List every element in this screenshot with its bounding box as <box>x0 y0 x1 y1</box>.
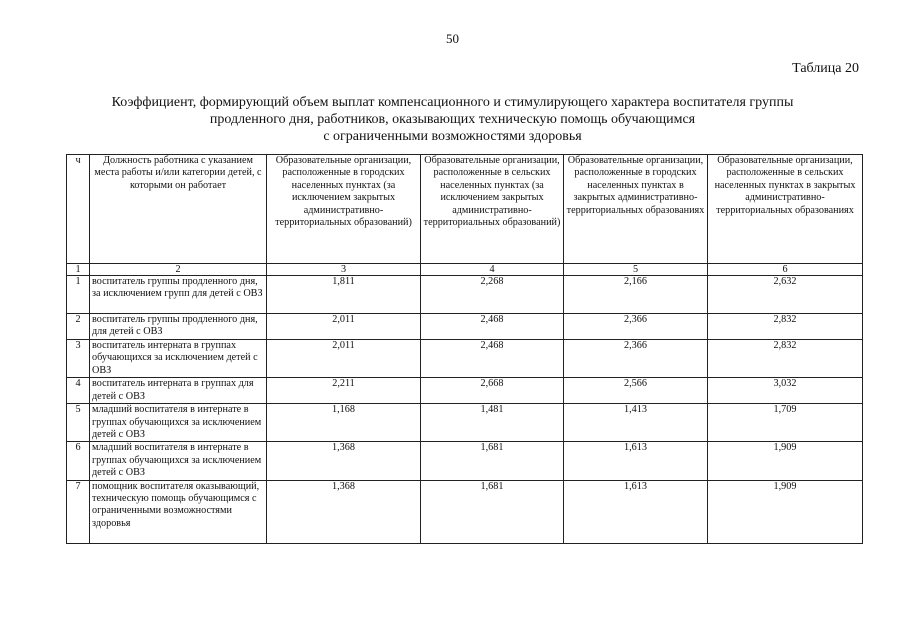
column-number: 2 <box>90 264 267 276</box>
position-cell: воспитатель группы продленного дня, за исключением групп для детей с ОВЗ <box>90 276 267 314</box>
value-cell: 2,668 <box>421 378 564 404</box>
value-cell: 1,811 <box>267 276 421 314</box>
column-header-urban-closed: Образовательные организации, расположенные в городских населенных пунктах в закрытых административно-территориальных образованиях <box>564 155 708 264</box>
position-cell: помощник воспитателя оказывающий, техническую помощь обучающимся с ограниченными возможностями здоровья <box>90 480 267 543</box>
value-cell: 1,481 <box>421 404 564 442</box>
value-cell: 2,832 <box>708 340 863 378</box>
table-row <box>67 378 863 404</box>
column-number: 5 <box>564 264 708 276</box>
position-cell: воспитатель интерната в группах обучающихся за исключением детей с ОВЗ <box>90 340 267 378</box>
value-cell: 2,468 <box>421 340 564 378</box>
row-number: 6 <box>67 442 90 480</box>
table-row <box>67 340 863 378</box>
row-number: 7 <box>67 480 90 543</box>
value-cell: 1,909 <box>708 480 863 543</box>
value-cell: 1,168 <box>267 404 421 442</box>
title-line: Коэффициент, формирующий объем выплат компенсационного и стимулирующего характера воспитателя группы <box>111 95 794 110</box>
value-cell: 1,681 <box>421 480 564 543</box>
table-row <box>67 442 863 480</box>
value-cell: 1,413 <box>564 404 708 442</box>
title-line: с ограниченными возможностями здоровья <box>323 129 582 144</box>
page-number: 50 <box>446 31 459 46</box>
value-cell: 1,613 <box>564 480 708 543</box>
value-cell: 2,468 <box>421 314 564 340</box>
value-cell: 2,211 <box>267 378 421 404</box>
value-cell: 1,709 <box>708 404 863 442</box>
value-cell: 1,909 <box>708 442 863 480</box>
value-cell: 1,368 <box>267 442 421 480</box>
column-header-number: ч <box>67 155 90 264</box>
column-number: 1 <box>67 264 90 276</box>
value-cell: 2,832 <box>708 314 863 340</box>
column-number-row <box>67 264 863 276</box>
value-cell: 2,011 <box>267 340 421 378</box>
table-caption: Таблица 20 <box>792 61 859 76</box>
column-header-rural-closed: Образовательные организации, расположенные в сельских населенных пунктах в закрытых административно-территориальных образованиях <box>708 155 863 264</box>
table-header-row <box>67 155 863 264</box>
value-cell: 2,632 <box>708 276 863 314</box>
row-number: 1 <box>67 276 90 314</box>
table-row <box>67 276 863 314</box>
value-cell: 2,166 <box>564 276 708 314</box>
row-number: 3 <box>67 340 90 378</box>
value-cell: 2,366 <box>564 314 708 340</box>
value-cell: 1,613 <box>564 442 708 480</box>
coefficient-table <box>66 154 863 544</box>
value-cell: 2,366 <box>564 340 708 378</box>
value-cell: 2,268 <box>421 276 564 314</box>
value-cell: 2,011 <box>267 314 421 340</box>
table-row <box>67 314 863 340</box>
column-number: 6 <box>708 264 863 276</box>
value-cell: 1,368 <box>267 480 421 543</box>
value-cell: 1,681 <box>421 442 564 480</box>
table-row <box>67 480 863 543</box>
position-cell: младший воспитателя в интернате в группах обучающихся за исключением детей с ОВЗ <box>90 442 267 480</box>
position-cell: воспитатель интерната в группах для детей с ОВЗ <box>90 378 267 404</box>
column-header-position: Должность работника с указанием места работы и/или категории детей, с которыми он работает <box>90 155 267 264</box>
row-number: 2 <box>67 314 90 340</box>
row-number: 5 <box>67 404 90 442</box>
row-number: 4 <box>67 378 90 404</box>
value-cell: 3,032 <box>708 378 863 404</box>
document-title <box>60 94 845 145</box>
title-line: продленного дня, работников, оказывающих техническую помощь обучающимся <box>209 112 696 127</box>
column-number: 4 <box>421 264 564 276</box>
column-number: 3 <box>267 264 421 276</box>
column-header-urban: Образовательные организации, расположенные в городских населенных пунктах (за исключением закрытых административно-территориальных образований) <box>267 155 421 264</box>
position-cell: воспитатель группы продленного дня, для детей с ОВЗ <box>90 314 267 340</box>
position-cell: младший воспитателя в интернате в группах обучающихся за исключением детей с ОВЗ <box>90 404 267 442</box>
column-header-rural: Образовательные организации, расположенные в сельских населенных пунктах (за исключением закрытых административно-территориальных образований) <box>421 155 564 264</box>
value-cell: 2,566 <box>564 378 708 404</box>
table-row <box>67 404 863 442</box>
